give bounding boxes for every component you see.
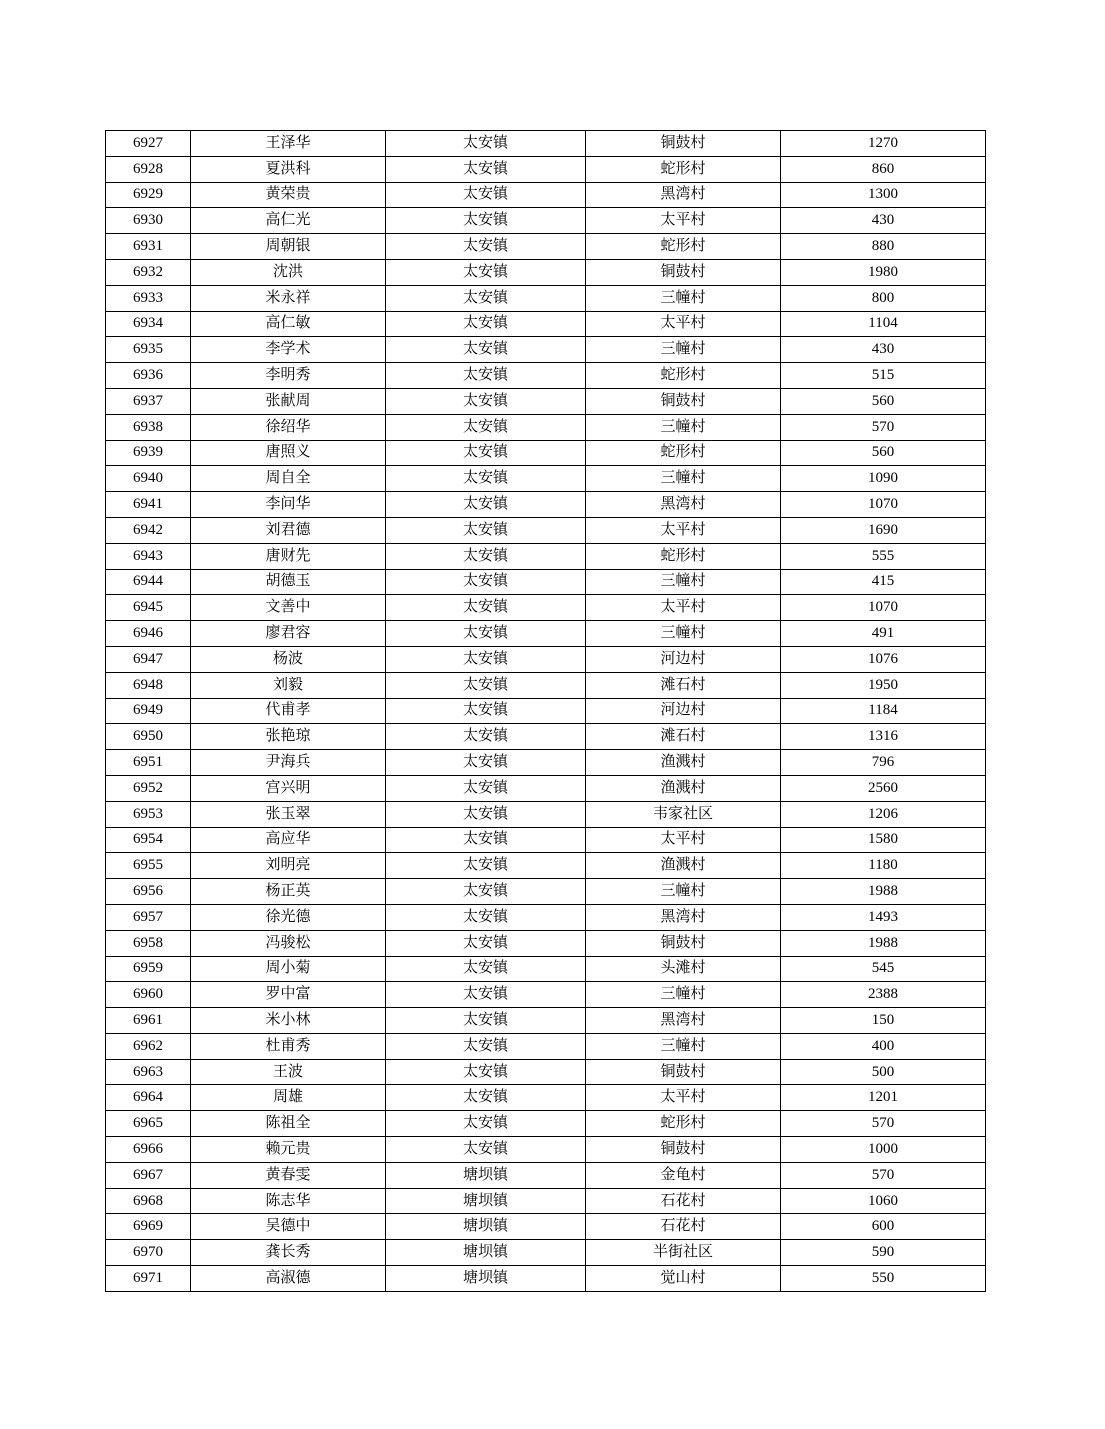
table-row [106,156,986,182]
table-cell-name: 赖元贵 [191,1137,386,1163]
table-cell-town: 塘坝镇 [386,1266,586,1292]
table-cell-village: 河边村 [586,698,781,724]
table-cell-town: 太安镇 [386,131,586,157]
table-cell-amount: 1950 [781,672,986,698]
table-cell-name: 周自全 [191,466,386,492]
table-cell-town: 塘坝镇 [386,1188,586,1214]
table-cell-id: 6952 [106,775,191,801]
table-row [106,234,986,260]
table-cell-name: 杜甫秀 [191,1033,386,1059]
table-cell-town: 太安镇 [386,388,586,414]
table-cell-id: 6958 [106,930,191,956]
table-cell-town: 太安镇 [386,363,586,389]
table-cell-amount: 1988 [781,879,986,905]
table-cell-village: 半街社区 [586,1240,781,1266]
table-cell-name: 刘君德 [191,517,386,543]
table-cell-id: 6929 [106,182,191,208]
table-cell-id: 6946 [106,621,191,647]
table-cell-town: 太安镇 [386,879,586,905]
table-cell-amount: 1060 [781,1188,986,1214]
table-cell-village: 三幢村 [586,569,781,595]
table-row [106,182,986,208]
table-row [106,879,986,905]
table-cell-name: 刘毅 [191,672,386,698]
table-cell-village: 渔溅村 [586,775,781,801]
table-cell-amount: 1206 [781,801,986,827]
table-row [106,724,986,750]
table-cell-name: 高淑德 [191,1266,386,1292]
table-cell-name: 刘明亮 [191,853,386,879]
table-row [106,853,986,879]
table-cell-name: 宫兴明 [191,775,386,801]
table-cell-amount: 590 [781,1240,986,1266]
table-cell-town: 太安镇 [386,595,586,621]
table-cell-amount: 796 [781,750,986,776]
table-row [106,621,986,647]
table-cell-town: 太安镇 [386,801,586,827]
table-cell-village: 韦家社区 [586,801,781,827]
table-cell-id: 6948 [106,672,191,698]
table-cell-name: 龚长秀 [191,1240,386,1266]
table-cell-id: 6942 [106,517,191,543]
table-cell-amount: 550 [781,1266,986,1292]
table-cell-name: 高仁敏 [191,311,386,337]
table-cell-village: 三幢村 [586,621,781,647]
table-cell-id: 6937 [106,388,191,414]
table-cell-id: 6956 [106,879,191,905]
table-cell-amount: 570 [781,414,986,440]
table-cell-name: 李学术 [191,337,386,363]
table-cell-amount: 2560 [781,775,986,801]
table-cell-town: 太安镇 [386,750,586,776]
table-cell-id: 6944 [106,569,191,595]
table-cell-town: 太安镇 [386,1008,586,1034]
table-cell-id: 6954 [106,827,191,853]
table-cell-name: 米永祥 [191,285,386,311]
table-cell-town: 太安镇 [386,775,586,801]
table-cell-village: 太平村 [586,311,781,337]
table-cell-id: 6945 [106,595,191,621]
table-cell-village: 觉山村 [586,1266,781,1292]
table-cell-id: 6966 [106,1137,191,1163]
table-cell-village: 蛇形村 [586,363,781,389]
table-cell-town: 太安镇 [386,517,586,543]
table-cell-name: 陈志华 [191,1188,386,1214]
table-row [106,259,986,285]
table-cell-town: 太安镇 [386,621,586,647]
table-cell-amount: 880 [781,234,986,260]
table-cell-id: 6959 [106,956,191,982]
table-cell-name: 徐光德 [191,904,386,930]
table-row [106,1008,986,1034]
table-cell-id: 6953 [106,801,191,827]
table-cell-amount: 1070 [781,595,986,621]
table-cell-amount: 150 [781,1008,986,1034]
table-row [106,904,986,930]
table-cell-amount: 400 [781,1033,986,1059]
table-cell-amount: 1980 [781,259,986,285]
table-cell-id: 6951 [106,750,191,776]
table-cell-name: 廖君容 [191,621,386,647]
table-cell-amount: 415 [781,569,986,595]
table-cell-name: 沈洪 [191,259,386,285]
table-cell-name: 高仁光 [191,208,386,234]
table-cell-amount: 1090 [781,466,986,492]
table-row [106,1085,986,1111]
table-cell-amount: 430 [781,208,986,234]
table-row [106,827,986,853]
table-cell-id: 6949 [106,698,191,724]
table-cell-id: 6943 [106,543,191,569]
table-row [106,543,986,569]
table-cell-village: 三幢村 [586,982,781,1008]
table-cell-id: 6938 [106,414,191,440]
table-cell-village: 三幢村 [586,337,781,363]
table-row [106,337,986,363]
table-cell-id: 6940 [106,466,191,492]
table-cell-name: 高应华 [191,827,386,853]
table-row [106,1266,986,1292]
table-cell-village: 铜鼓村 [586,388,781,414]
table-cell-id: 6971 [106,1266,191,1292]
table-cell-name: 杨波 [191,646,386,672]
table-cell-name: 冯骏松 [191,930,386,956]
table-row [106,1162,986,1188]
table-cell-id: 6962 [106,1033,191,1059]
table-cell-amount: 500 [781,1059,986,1085]
table-cell-amount: 555 [781,543,986,569]
table-cell-town: 太安镇 [386,982,586,1008]
table-cell-id: 6928 [106,156,191,182]
table-row [106,1214,986,1240]
table-cell-amount: 1690 [781,517,986,543]
table-cell-name: 杨正英 [191,879,386,905]
table-cell-id: 6933 [106,285,191,311]
table-row [106,311,986,337]
table-row [106,285,986,311]
table-cell-town: 太安镇 [386,440,586,466]
table-row [106,982,986,1008]
table-cell-town: 太安镇 [386,492,586,518]
table-cell-amount: 545 [781,956,986,982]
table-row [106,595,986,621]
table-cell-id: 6968 [106,1188,191,1214]
table-cell-amount: 1076 [781,646,986,672]
table-row [106,956,986,982]
table-row [106,672,986,698]
table-cell-town: 太安镇 [386,285,586,311]
table-cell-name: 尹海兵 [191,750,386,776]
table-cell-name: 吴德中 [191,1214,386,1240]
table-cell-id: 6969 [106,1214,191,1240]
table-cell-amount: 600 [781,1214,986,1240]
table-cell-town: 太安镇 [386,853,586,879]
table-row [106,801,986,827]
table-cell-amount: 430 [781,337,986,363]
table-cell-town: 太安镇 [386,259,586,285]
table-cell-town: 塘坝镇 [386,1214,586,1240]
table-cell-village: 蛇形村 [586,1111,781,1137]
table-cell-amount: 1104 [781,311,986,337]
table-cell-village: 黑湾村 [586,182,781,208]
table-cell-name: 唐照义 [191,440,386,466]
table-cell-id: 6939 [106,440,191,466]
table-cell-name: 黄春雯 [191,1162,386,1188]
table-cell-town: 太安镇 [386,1033,586,1059]
table-row [106,698,986,724]
table-row [106,208,986,234]
table-cell-town: 塘坝镇 [386,1162,586,1188]
table-cell-amount: 491 [781,621,986,647]
table-cell-amount: 1184 [781,698,986,724]
table-cell-village: 三幢村 [586,285,781,311]
table-cell-village: 太平村 [586,517,781,543]
table-cell-id: 6967 [106,1162,191,1188]
table-cell-town: 塘坝镇 [386,1240,586,1266]
table-cell-id: 6955 [106,853,191,879]
table-cell-town: 太安镇 [386,414,586,440]
table-cell-amount: 1180 [781,853,986,879]
table-cell-village: 铜鼓村 [586,131,781,157]
table-cell-village: 渔溅村 [586,750,781,776]
table-cell-amount: 560 [781,388,986,414]
table-cell-amount: 1300 [781,182,986,208]
table-cell-town: 太安镇 [386,569,586,595]
table-cell-id: 6934 [106,311,191,337]
table-cell-village: 铜鼓村 [586,1059,781,1085]
table-cell-amount: 1493 [781,904,986,930]
table-cell-name: 王泽华 [191,131,386,157]
table-row [106,569,986,595]
table-cell-name: 徐绍华 [191,414,386,440]
table-cell-id: 6970 [106,1240,191,1266]
table-cell-village: 河边村 [586,646,781,672]
table-cell-town: 太安镇 [386,208,586,234]
table-cell-village: 太平村 [586,1085,781,1111]
table-cell-name: 周朝银 [191,234,386,260]
table-cell-name: 张献周 [191,388,386,414]
table-cell-village: 蛇形村 [586,156,781,182]
table-cell-id: 6960 [106,982,191,1008]
table-row [106,775,986,801]
table-cell-amount: 1070 [781,492,986,518]
table-cell-amount: 570 [781,1162,986,1188]
table-cell-name: 胡德玉 [191,569,386,595]
table-cell-name: 文善中 [191,595,386,621]
table-cell-name: 李明秀 [191,363,386,389]
table-cell-amount: 1316 [781,724,986,750]
table-cell-town: 太安镇 [386,234,586,260]
table-row [106,1111,986,1137]
table-cell-village: 三幢村 [586,1033,781,1059]
table-cell-name: 唐财先 [191,543,386,569]
table-cell-village: 黑湾村 [586,492,781,518]
table-cell-town: 太安镇 [386,1085,586,1111]
table-cell-town: 太安镇 [386,646,586,672]
table-cell-town: 太安镇 [386,1137,586,1163]
table-cell-id: 6965 [106,1111,191,1137]
table-cell-town: 太安镇 [386,337,586,363]
table-cell-name: 夏洪科 [191,156,386,182]
table-body [106,131,986,1292]
table-cell-name: 陈祖全 [191,1111,386,1137]
table-cell-id: 6936 [106,363,191,389]
table-cell-village: 石花村 [586,1214,781,1240]
table-cell-village: 太平村 [586,208,781,234]
table-cell-village: 石花村 [586,1188,781,1214]
table-row [106,1240,986,1266]
table-cell-town: 太安镇 [386,724,586,750]
table-cell-village: 铜鼓村 [586,930,781,956]
table-cell-village: 三幢村 [586,414,781,440]
table-row [106,414,986,440]
table-cell-amount: 560 [781,440,986,466]
data-table [105,130,986,1292]
table-cell-amount: 1988 [781,930,986,956]
table-cell-town: 太安镇 [386,698,586,724]
table-row [106,646,986,672]
table-cell-town: 太安镇 [386,956,586,982]
table-cell-name: 代甫孝 [191,698,386,724]
table-cell-village: 三幢村 [586,879,781,905]
table-cell-village: 黑湾村 [586,1008,781,1034]
table-cell-name: 米小林 [191,1008,386,1034]
table-cell-amount: 1270 [781,131,986,157]
table-cell-amount: 800 [781,285,986,311]
table-cell-name: 罗中富 [191,982,386,1008]
table-cell-id: 6963 [106,1059,191,1085]
table-cell-id: 6935 [106,337,191,363]
table-cell-amount: 1000 [781,1137,986,1163]
table-row [106,466,986,492]
table-row [106,363,986,389]
table-row [106,750,986,776]
table-cell-village: 太平村 [586,827,781,853]
table-row [106,388,986,414]
table-cell-village: 滩石村 [586,724,781,750]
table-cell-name: 张玉翠 [191,801,386,827]
table-cell-town: 太安镇 [386,466,586,492]
table-cell-village: 滩石村 [586,672,781,698]
table-cell-village: 头滩村 [586,956,781,982]
table-cell-town: 太安镇 [386,1111,586,1137]
table-row [106,1188,986,1214]
table-cell-id: 6930 [106,208,191,234]
table-cell-id: 6927 [106,131,191,157]
table-row [106,1059,986,1085]
table-row [106,492,986,518]
table-cell-amount: 570 [781,1111,986,1137]
table-cell-town: 太安镇 [386,930,586,956]
table-cell-id: 6941 [106,492,191,518]
table-cell-id: 6950 [106,724,191,750]
table-row [106,1137,986,1163]
table-cell-id: 6947 [106,646,191,672]
table-cell-village: 金龟村 [586,1162,781,1188]
table-row [106,930,986,956]
table-row [106,131,986,157]
table-cell-town: 太安镇 [386,182,586,208]
table-cell-amount: 1580 [781,827,986,853]
table-cell-village: 铜鼓村 [586,1137,781,1163]
table-cell-village: 渔溅村 [586,853,781,879]
table-cell-name: 张艳琼 [191,724,386,750]
table-cell-id: 6961 [106,1008,191,1034]
table-cell-village: 黑湾村 [586,904,781,930]
table-cell-name: 王波 [191,1059,386,1085]
table-cell-town: 太安镇 [386,904,586,930]
table-cell-village: 太平村 [586,595,781,621]
table-cell-amount: 2388 [781,982,986,1008]
table-cell-id: 6964 [106,1085,191,1111]
table-cell-amount: 860 [781,156,986,182]
table-cell-id: 6931 [106,234,191,260]
table-cell-town: 太安镇 [386,827,586,853]
table-cell-name: 李问华 [191,492,386,518]
table-row [106,517,986,543]
table-cell-village: 三幢村 [586,466,781,492]
table-cell-town: 太安镇 [386,672,586,698]
table-cell-village: 蛇形村 [586,440,781,466]
table-row [106,440,986,466]
table-cell-village: 蛇形村 [586,543,781,569]
table-cell-name: 黄荣贵 [191,182,386,208]
table-cell-village: 蛇形村 [586,234,781,260]
table-cell-amount: 1201 [781,1085,986,1111]
table-cell-name: 周小菊 [191,956,386,982]
table-cell-town: 太安镇 [386,1059,586,1085]
table-cell-town: 太安镇 [386,156,586,182]
table-cell-id: 6957 [106,904,191,930]
table-row [106,1033,986,1059]
table-cell-village: 铜鼓村 [586,259,781,285]
table-cell-id: 6932 [106,259,191,285]
table-cell-name: 周雄 [191,1085,386,1111]
table-cell-town: 太安镇 [386,543,586,569]
table-cell-town: 太安镇 [386,311,586,337]
table-cell-amount: 515 [781,363,986,389]
